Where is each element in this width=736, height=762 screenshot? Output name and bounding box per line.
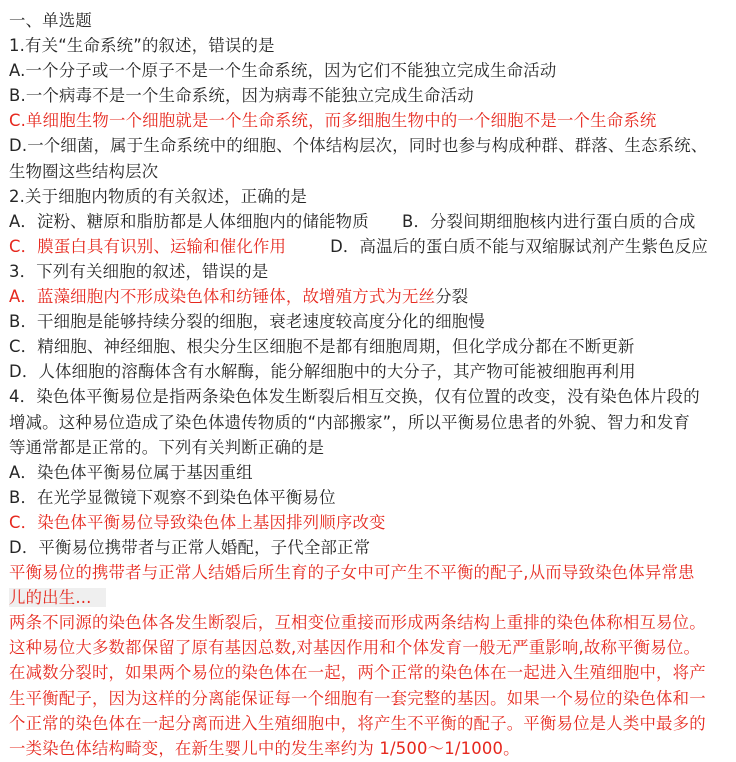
body-text: B．干细胞是能够持续分裂的细胞，衰老速度较高度分化的细胞慢 — [9, 312, 485, 332]
explanation-3-cont2 — [9, 711, 732, 736]
body-text: A．染色体平衡易位属于基因重组 — [9, 462, 253, 482]
body-text: 一、单选题 — [9, 11, 92, 30]
body-text: B.一个病毒不是一个生命系统，因为病毒不能独立完成生命活动 — [9, 86, 474, 106]
body-text: D．高温后的蛋白质不能与双缩脲试剂产生紫色反应 — [286, 236, 708, 256]
explanation-2 — [9, 610, 732, 635]
explanation-1-cont — [9, 585, 732, 610]
body-text: 4．染色体平衡易位是指两条染色体发生断裂后相互交换，仅有位置的改变，没有染色体片段的 — [9, 387, 700, 407]
explanation-3 — [9, 660, 732, 685]
answer-red-text: 生平衡配子，因为这样的分离能保证每一个细胞有一套完整的基因。如果一个易位的染色体和一 — [9, 688, 706, 708]
q3-option-a-answer — [9, 284, 732, 309]
body-text: 2.关于细胞内物质的有关叙述，正确的是 — [9, 186, 308, 206]
body-text: D.一个细菌，属于生命系统中的细胞、个体结构层次，同时也参与构成种群、群落、生态系统、 — [9, 136, 708, 156]
answer-red-text: C．染色体平衡易位导致染色体上基因排列顺序改变 — [9, 512, 386, 532]
q1-option-d — [9, 133, 732, 158]
q1-option-b — [9, 83, 732, 108]
answer-red-text: 两条不同源的染色体各发生断裂后，互相变位重接而形成两条结构上重排的染色体称相互易位。 — [9, 613, 706, 633]
q4-option-c-answer — [9, 510, 732, 535]
answer-red-text: C．膜蛋白具有识别、运输和催化作用 — [9, 236, 287, 256]
question-2 — [9, 184, 732, 209]
q2-options-a-b — [9, 209, 732, 234]
body-text: A.一个分子或一个原子不是一个生命系统，因为它们不能独立完成生命活动 — [9, 61, 557, 81]
q3-option-d — [9, 359, 732, 384]
answer-red-text: 个正常的染色体在一起分离而进入生殖细胞中，将产生不平衡的配子。平衡易位是人类中最多的 — [9, 713, 706, 733]
q4-option-b — [9, 485, 732, 510]
body-text: 生物圈这些结构层次 — [9, 161, 159, 181]
body-text: 等通常都是正常的。下列有关判断正确的是 — [9, 437, 325, 457]
question-4-cont2 — [9, 435, 732, 460]
body-text: A．淀粉、糖原和脂肪都是人体细胞内的储能物质 B．分裂间期细胞核内进行蛋白质的合成 — [9, 211, 696, 231]
q3-option-b — [9, 309, 732, 334]
explanation-2-cont — [9, 635, 732, 660]
answer-red-text: 儿的出生... — [9, 588, 106, 607]
q4-option-d — [9, 535, 732, 560]
body-text: B．在光学显微镜下观察不到染色体平衡易位 — [9, 487, 336, 507]
q2-options-c-answer-d — [9, 234, 732, 259]
body-text: 3．下列有关细胞的叙述，错误的是 — [9, 261, 269, 281]
answer-red-text: 一类染色体结构畸变，在新生婴儿中的发生率约为 1/500～1/1000。 — [9, 738, 520, 758]
section-heading — [9, 8, 732, 33]
q1-option-a — [9, 58, 732, 83]
explanation-3-cont3 — [9, 736, 732, 761]
body-text: C．精细胞、神经细胞、根尖分生区细胞不是都有细胞周期，但化学成分都在不断更新 — [9, 337, 635, 357]
answer-red-text: A．蓝藻细胞内不形成染色体和纺锤体，故增殖方式为无丝 — [9, 287, 436, 307]
q3-option-c — [9, 334, 732, 359]
body-text: D．人体细胞的溶酶体含有水解酶，能分解细胞中的大分子，其产物可能被细胞再利用 — [9, 362, 636, 382]
body-text: D．平衡易位携带者与正常人婚配，子代全部正常 — [9, 537, 371, 557]
question-4 — [9, 384, 732, 409]
question-1 — [9, 33, 732, 58]
body-text: 1.有关“生命系统”的叙述，错误的是 — [9, 36, 275, 56]
question-4-cont — [9, 410, 732, 435]
question-3 — [9, 259, 732, 284]
q4-option-a — [9, 460, 732, 485]
answer-red-text: 这种易位大多数都保留了原有基因总数,对基因作用和个体发育一般无严重影响,故称平衡易位。 — [9, 638, 701, 658]
answer-red-text: 平衡易位的携带者与正常人结婚后所生育的子女中可产生不平衡的配子,从而导致染色体异常患 — [9, 563, 695, 583]
q1-option-c-answer — [9, 108, 732, 133]
answer-red-text: C.单细胞生物一个细胞就是一个生命系统，而多细胞生物中的一个细胞不是一个生命系统 — [9, 111, 657, 131]
explanation-1 — [9, 560, 732, 585]
body-text: 增减。这种易位造成了染色体遗传物质的“内部搬家”，所以平衡易位患者的外貌、智力和发育 — [9, 412, 691, 432]
explanation-3-cont — [9, 686, 732, 711]
body-text: 分裂 — [435, 287, 469, 307]
answer-red-text: 在减数分裂时，如果两个易位的染色体在一起，两个正常的染色体在一起进入生殖细胞中，将产 — [9, 663, 706, 683]
q1-option-d-cont — [9, 159, 732, 184]
